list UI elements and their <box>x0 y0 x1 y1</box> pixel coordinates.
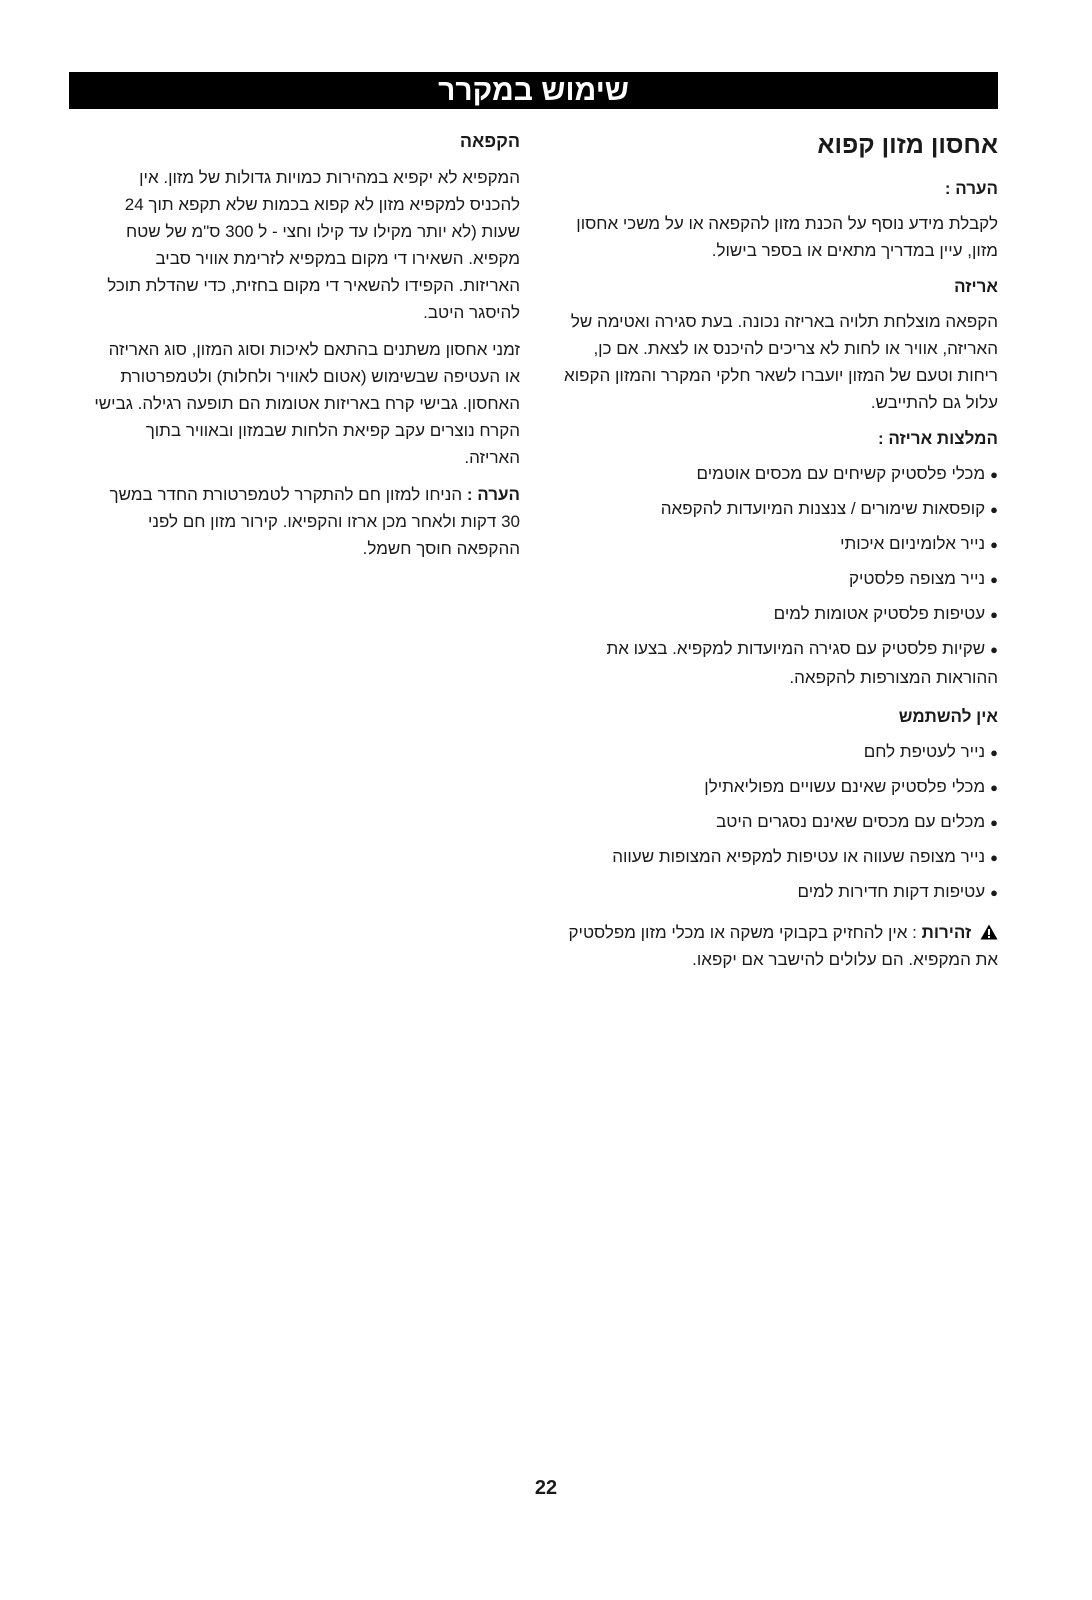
list-item <box>558 495 998 524</box>
freezing-note-text: הניחו למזון חם להתקרר לטמפרטורת החדר במשך 30 דקות ולאחר מכן ארזו והקפיאו. קירור מזון חם לפני ההקפאה חוסך חשמל. <box>109 485 520 558</box>
dont-use-list <box>558 738 998 907</box>
list-item-text: קופסאות שימורים / צנצנות המיועדות להקפאה <box>660 499 986 518</box>
list-item-text: מכלי פלסטיק קשיחים עם מכסים אוטמים <box>696 464 986 483</box>
page-title-bar <box>69 72 998 109</box>
warning-block <box>558 919 998 973</box>
warning-label: זהירות <box>921 923 972 942</box>
list-item <box>558 460 998 489</box>
freezing-para-2: זמני אחסון משתנים בהתאם לאיכות וסוג המזון, סוג האריזה או העטיפה שבשימוש (אטום לאוויר ולחלות) ולטמפרטורת האחסון. גבישי קרח באריזות אטומות הם תופעה רגילה. גבישי הקרח נוצרים עקב קפיאת הלחות שבמזון ובאוויר בתוך האריזה. <box>94 340 520 467</box>
list-item-text: עטיפות פלסטיק אטומות למים <box>773 604 986 623</box>
list-item <box>558 878 998 907</box>
packaging-title: אריזה <box>954 277 998 296</box>
list-item-text: נייר אלומיניום איכותי <box>840 534 986 553</box>
page-number: 22 <box>534 1477 558 1499</box>
list-item-text: נייר מצופה שעווה או עטיפות למקפיא המצופות שעווה <box>612 847 986 866</box>
bullet-icon: ● <box>990 537 998 552</box>
recommended-title: המלצות אריזה : <box>877 429 998 448</box>
bullet-icon: ● <box>990 815 998 830</box>
warning-icon <box>980 924 998 940</box>
recommended-list <box>558 460 998 692</box>
list-item <box>558 530 998 559</box>
packaging-text: הקפאה מוצלחת תלויה באריזה נכונה. בעת סגירה ואטימה של האריזה, אוויר או לחות לא צריכים להיכנס או לצאת. אם כן, ריחות וטעם של המזון יועברו לשאר חלקי המקרר והמזון הקפוא עלול גם להתייבש. <box>564 312 998 412</box>
bullet-icon: ● <box>990 745 998 760</box>
bullet-icon: ● <box>990 467 998 482</box>
freezing-heading: הקפאה <box>459 131 520 151</box>
bullet-icon: ● <box>990 885 998 900</box>
page-title: שימוש במקרר <box>438 74 629 107</box>
bullet-icon: ● <box>990 502 998 517</box>
warning-text: : אין להחזיק בקבוקי משקה או מכלי מזון מפלסטיק את המקפיא. הם עלולים להישבר אם יקפאו. <box>568 923 998 969</box>
list-item-text: נייר מצופה פלסטיק <box>848 569 986 588</box>
freezing-note-label: הערה : <box>466 485 520 504</box>
list-item <box>558 738 998 767</box>
list-item <box>558 635 998 692</box>
dont-use-title: אין להשתמש <box>898 707 998 726</box>
list-item-text: מכלים עם מכסים שאינם נסגרים היטב <box>716 812 986 831</box>
list-item-text: נייר לעטיפת לחם <box>863 742 986 761</box>
storage-column <box>558 128 998 973</box>
list-item-text: מכלי פלסטיק שאינם עשויים מפוליאתילן <box>704 777 986 796</box>
list-item <box>558 843 998 872</box>
bullet-icon: ● <box>990 850 998 865</box>
bullet-icon: ● <box>990 572 998 587</box>
list-item <box>558 773 998 802</box>
list-item <box>558 565 998 594</box>
list-item <box>558 600 998 629</box>
bullet-icon: ● <box>990 642 998 657</box>
storage-note-label: הערה : <box>944 179 998 198</box>
list-item-text: עטיפות דקות חדירות למים <box>797 882 986 901</box>
freezing-para-1: המקפיא לא יקפיא במהירות כמויות גדולות של מזון. אין להכניס למקפיא מזון לא קפוא בכמות שלא תקפא תוך 24 שעות (לא יותר מקילו עד קילו וחצי - ל 300 ס"מ של שטח מקפיא. השאירו די מקום במקפיא לזרימת אוויר סביב האריזות. הקפידו להשאיר די מקום בחזית, כדי שהדלת תוכל להיסגר היטב. <box>107 168 520 322</box>
freezing-column <box>90 128 520 572</box>
list-item <box>558 808 998 837</box>
storage-heading: אחסון מזון קפוא <box>817 131 998 159</box>
list-item-text: שקיות פלסטיק עם סגירה המיועדות למקפיא. בצעו את ההוראות המצורפות להקפאה. <box>606 639 998 687</box>
storage-note-text: לקבלת מידע נוסף על הכנת מזון להקפאה או על משכי אחסון מזון, עיין במדריך מתאים או בספר בישול. <box>576 214 998 260</box>
bullet-icon: ● <box>990 780 998 795</box>
freezing-note <box>90 481 520 562</box>
bullet-icon: ● <box>990 607 998 622</box>
